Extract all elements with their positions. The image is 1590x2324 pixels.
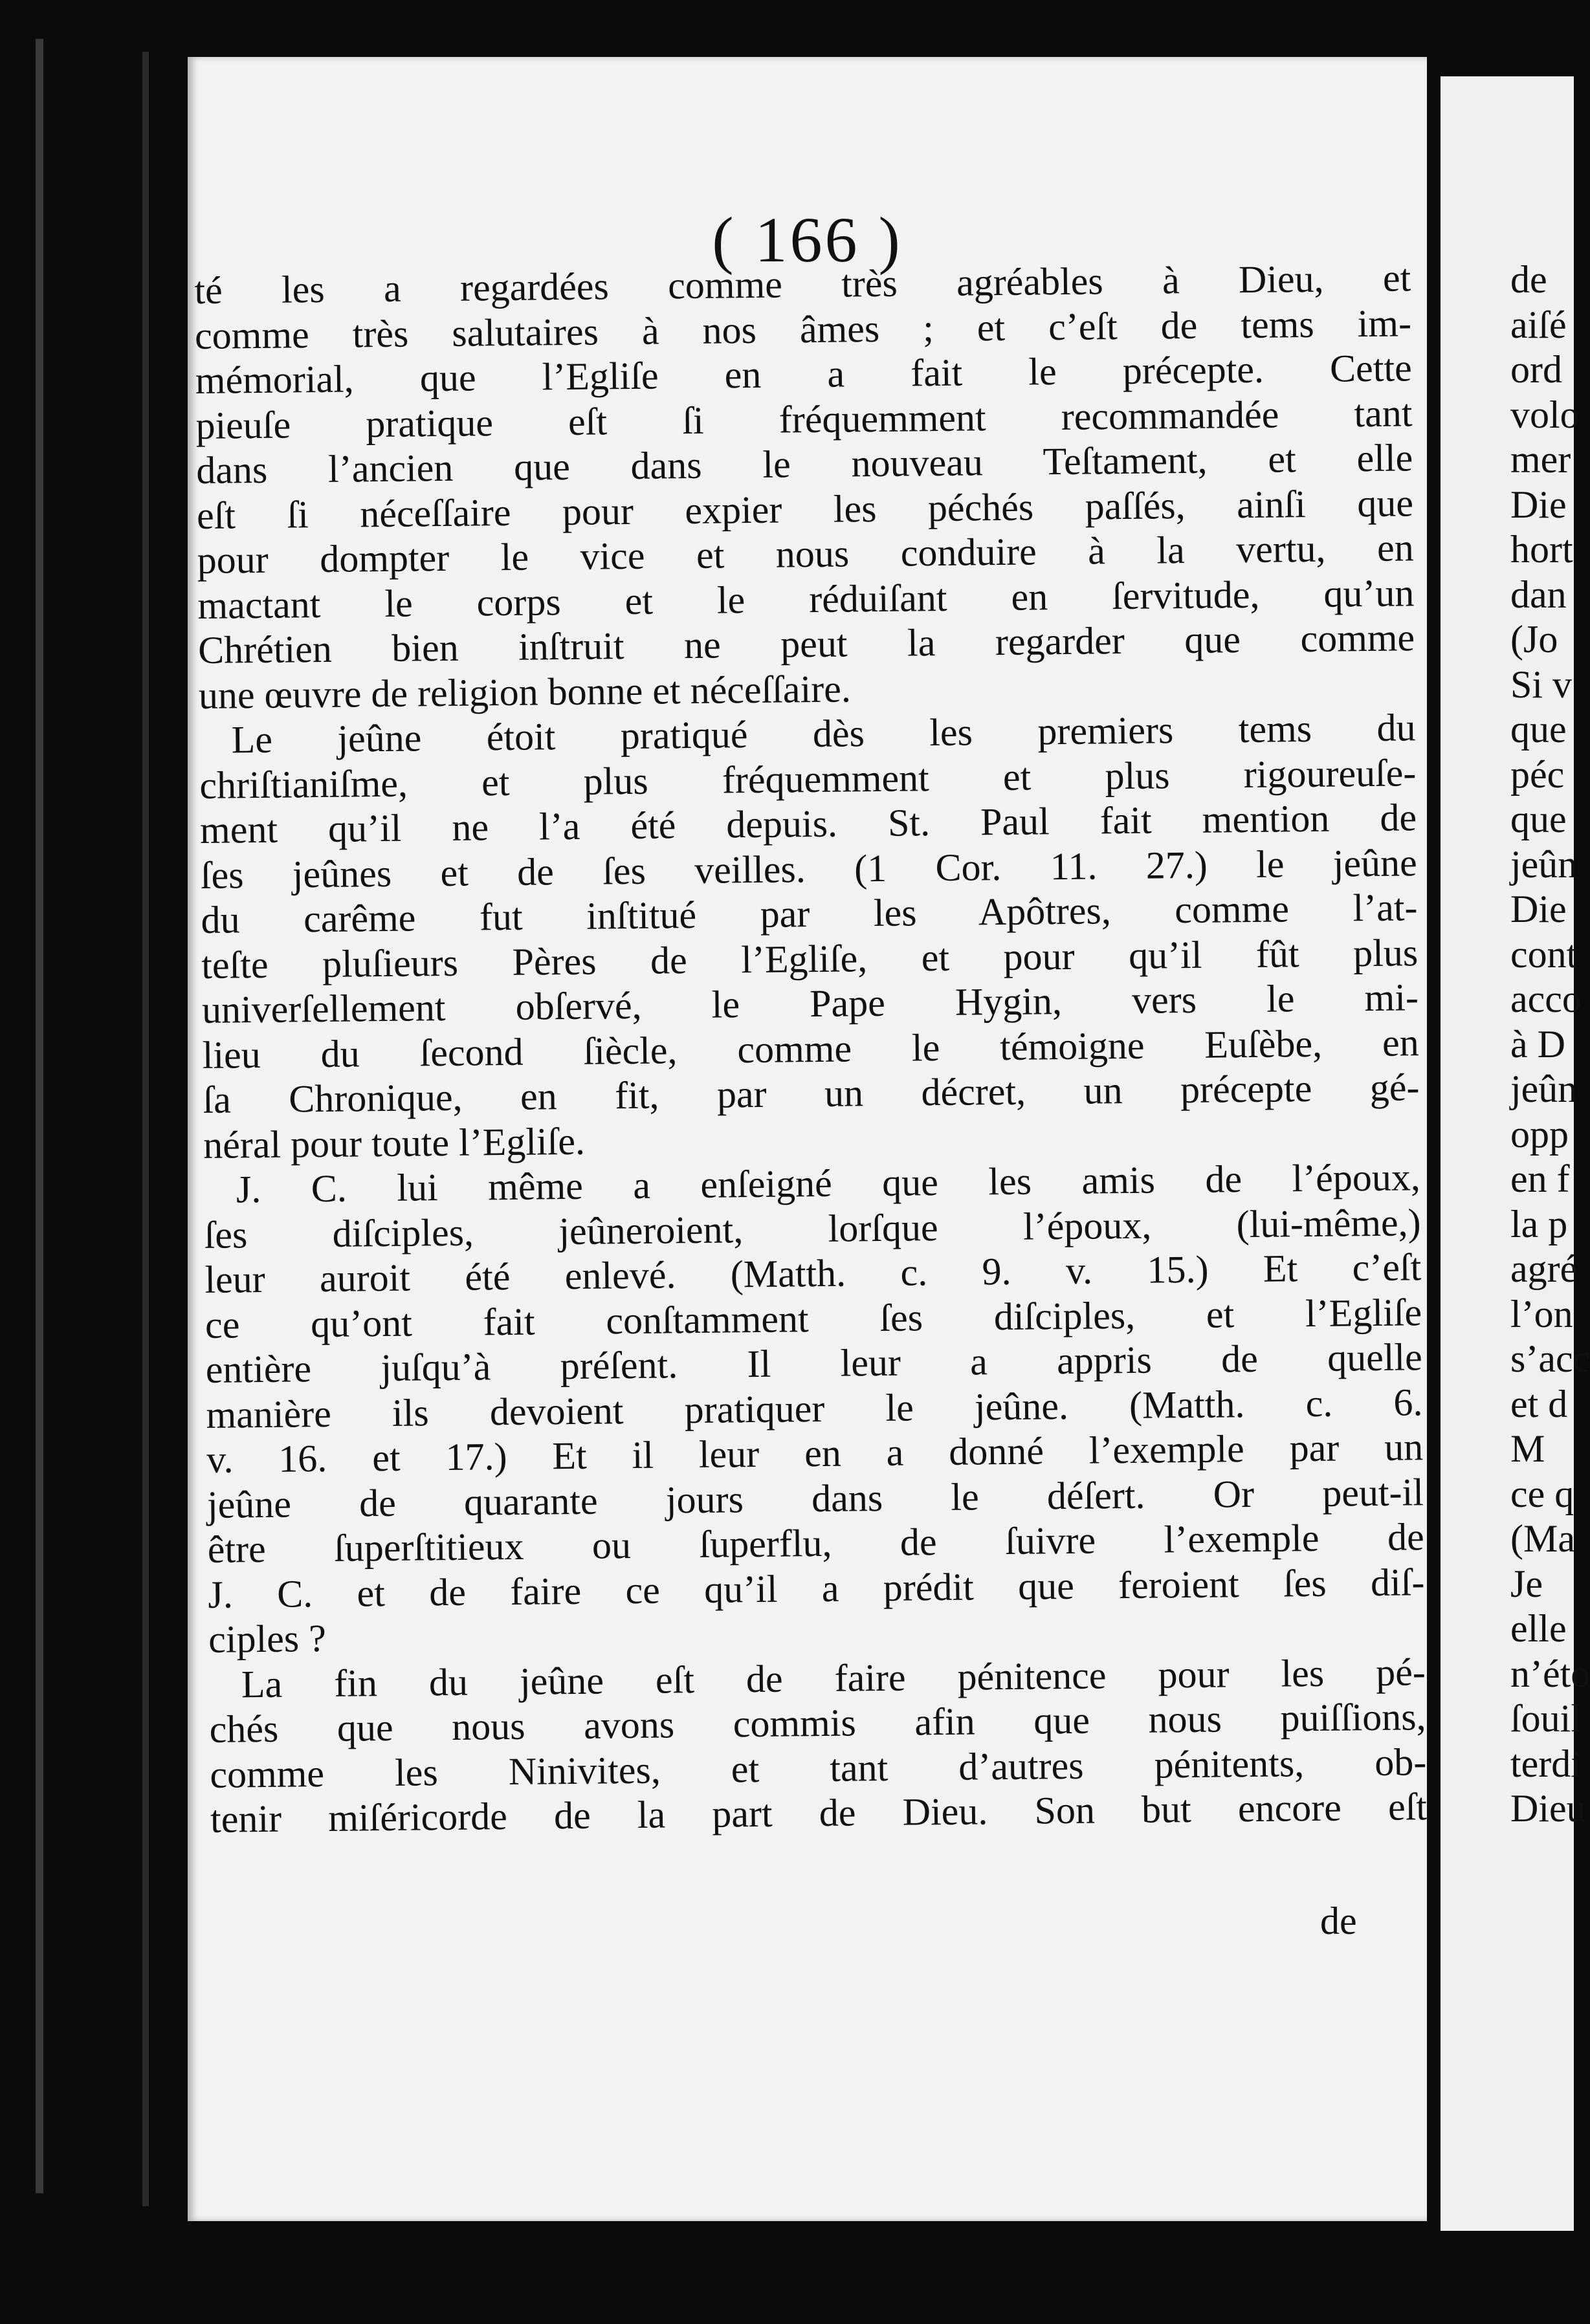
text-line: jeûne de quarante jours dans le déſert. Or peut-il	[206, 1470, 1424, 1526]
next-page-line: jeûn	[1510, 842, 1578, 886]
text-line: pour dompter le vice et nous conduire à la vertu, en	[197, 526, 1414, 582]
next-page-line: agré	[1510, 1247, 1578, 1290]
next-page-line: M	[1510, 1427, 1545, 1470]
next-page-line: cont	[1510, 932, 1578, 976]
next-page-line: de	[1510, 258, 1547, 301]
text-line: entière juſqu’à préſent. Il leur a appris de quelle	[205, 1335, 1423, 1391]
text-line: J. C. et de faire ce qu’il a prédit que feroient ſes diſ-	[208, 1560, 1425, 1616]
page-number: ( 166 )	[712, 204, 903, 276]
next-page-line: Je	[1510, 1562, 1543, 1605]
next-page-line: en f	[1510, 1157, 1570, 1200]
next-page-line: à D	[1510, 1022, 1565, 1066]
text-line: La fin du jeûne eſt de faire pénitence pour les pé-	[241, 1650, 1426, 1705]
next-page-line: aiſé	[1510, 303, 1567, 346]
next-page-line: s’acc	[1510, 1337, 1590, 1380]
binding-edge	[36, 39, 43, 2193]
text-line: lieu du ſecond ſiècle, comme le témoigne Euſèbe, en	[202, 1020, 1419, 1077]
text-line: comme les Ninivites, et tant d’autres pénitents, ob-	[210, 1740, 1427, 1796]
text-line: ſa Chronique, en fit, par un décret, un précepte gé-	[203, 1066, 1420, 1121]
next-page-line: la p	[1510, 1202, 1568, 1245]
text-line: mactant le corps et le réduiſant en ſervitude, qu’un	[197, 571, 1415, 627]
text-line: ment qu’il ne l’a été depuis. St. Paul fait mention de	[199, 796, 1417, 851]
text-line: ſes diſciples, jeûneroient, lorſque l’époux, (lui-même,)	[204, 1200, 1421, 1256]
next-page-line: ce q	[1510, 1472, 1574, 1515]
page-stack-edge	[142, 52, 149, 2206]
text-line: chriſtianiſme, et plus fréquemment et plus rigoureuſe-	[199, 751, 1417, 807]
text-line: leur auroit été enlevé. (Matth. c. 9. v. 15.) Et c’eſt	[204, 1245, 1422, 1301]
catchword: de	[1320, 1900, 1357, 1942]
text-line: néral pour toute l’Egliſe.	[203, 1119, 586, 1167]
next-page-line: que	[1510, 708, 1567, 751]
text-line: univerſellement obſervé, le Pape Hygin, vers le mi-	[201, 976, 1419, 1031]
text-line: tenir miſéricorde de la part de Dieu. Son but encore eſt	[210, 1785, 1428, 1841]
next-page-line: péc	[1510, 752, 1565, 796]
next-page-line: mer	[1510, 438, 1571, 481]
text-line: Le jeûne étoit pratiqué dès les premiers tems du	[231, 706, 1416, 762]
next-page-line: opp	[1510, 1112, 1569, 1156]
text-line: être ſuperſtitieux ou ſuperflu, de ſuivre l’exemple de	[207, 1515, 1424, 1571]
next-page-line: acco	[1510, 978, 1582, 1020]
next-page-line: ord	[1510, 348, 1562, 391]
next-page-line: et d	[1510, 1382, 1568, 1425]
text-line: ſes jeûnes et de ſes veilles. (1 Cor. 11. 27.) le jeûne	[200, 840, 1418, 897]
next-page-line: que	[1510, 798, 1567, 840]
next-page-text-fragment	[1510, 258, 1590, 1832]
text-line: J. C. lui même a enſeigné que les amis de l’époux,	[236, 1156, 1421, 1211]
next-page-line: n’éto	[1510, 1652, 1590, 1695]
text-line: ce qu’ont fait conſtamment ſes diſciples, et l’Egliſe	[204, 1290, 1422, 1346]
text-line: teſte pluſieurs Pères de l’Egliſe, et pour qu’il fût plus	[201, 930, 1419, 987]
next-page-line: Die	[1510, 483, 1567, 526]
text-line: pieuſe pratique eſt ſi fréquemment recommandée tant	[195, 391, 1413, 447]
text-line: dans l’ancien que dans le nouveau Teſtament, et elle	[195, 436, 1413, 492]
next-page-line: volo	[1510, 393, 1580, 436]
next-page-line: hort	[1510, 528, 1573, 571]
next-page-line: l’on	[1510, 1292, 1573, 1335]
page-body-text	[194, 256, 1427, 1842]
next-page-line: dan	[1510, 573, 1567, 616]
next-page-line: ſouil	[1510, 1697, 1582, 1740]
next-page-line: (Ma	[1510, 1517, 1575, 1560]
next-page-line: Si v	[1510, 663, 1573, 706]
text-line: mémorial, que l’Egliſe en a fait le précepte. Cette	[195, 346, 1413, 402]
text-line: ciples ?	[208, 1616, 327, 1661]
text-line: comme très salutaires à nos âmes ; et c’eſt de tems im-	[194, 301, 1412, 357]
text-line: du carême fut inſtitué par les Apôtres, comme l’at-	[201, 886, 1418, 941]
text-line: chés que nous avons commis afin que nous puiſſions,	[209, 1695, 1426, 1751]
text-line: té les a regardées comme très agréables à Dieu, et	[194, 256, 1411, 312]
text-line: Chrétien bien inſtruit ne peut la regarder que comme	[197, 616, 1415, 672]
next-page-line: jeûn	[1510, 1068, 1578, 1110]
next-page-line: elle	[1510, 1607, 1567, 1650]
text-line: v. 16. et 17.) Et il leur en a donné l’exemple par un	[206, 1425, 1424, 1481]
text-line: manière ils devoient pratiquer le jeûne. (Matth. c. 6.	[206, 1380, 1423, 1436]
next-page-line: (Jo	[1510, 618, 1558, 661]
next-page-line: Dieu	[1510, 1787, 1586, 1830]
text-line: eſt ſi néceſſaire pour expier les péchés paſſés, ainſi que	[196, 481, 1414, 537]
text-line: une œuvre de religion bonne et néceſſaire.	[198, 666, 852, 717]
next-page-line: terdi	[1510, 1742, 1582, 1785]
next-page-line: Die	[1510, 888, 1567, 930]
